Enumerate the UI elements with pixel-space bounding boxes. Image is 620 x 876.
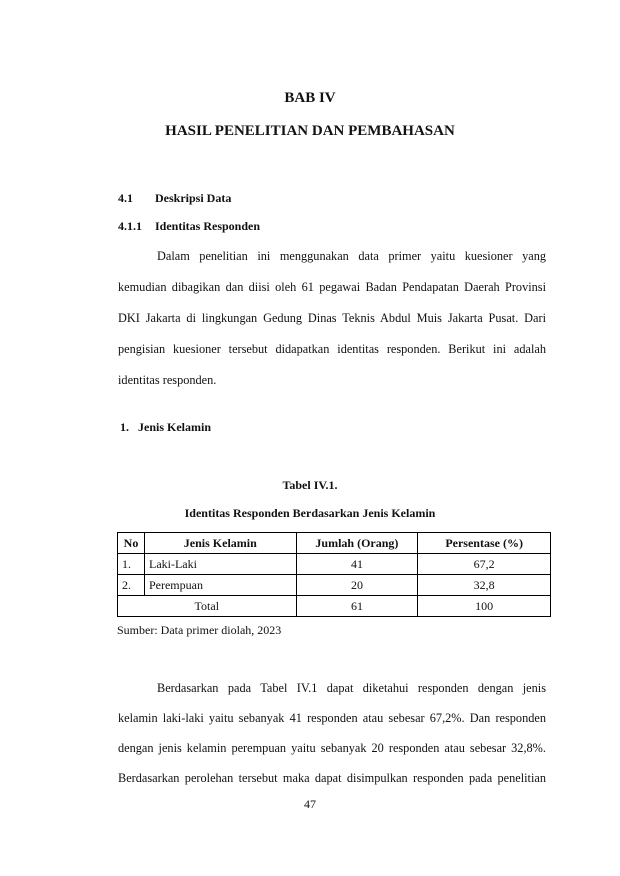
header-gender: Jenis Kelamin xyxy=(144,533,296,554)
total-label: Total xyxy=(118,596,297,617)
paragraph-line: identitas responden. xyxy=(118,373,217,387)
table-header-row xyxy=(118,533,551,554)
paragraph-line: Berdasarkan pada Tabel IV.1 dapat diketahui responden dengan jenis xyxy=(157,681,546,695)
table-row xyxy=(118,554,551,575)
section-title: Deskripsi Data xyxy=(155,191,232,205)
cell-count: 20 xyxy=(296,575,418,596)
table-subcaption: Identitas Responden Berdasarkan Jenis Kelamin xyxy=(184,506,436,520)
header-no: No xyxy=(118,533,145,554)
subsection-title: Identitas Responden xyxy=(155,219,261,233)
paragraph-line: DKI Jakarta di lingkungan Gedung Dinas Teknis Abdul Muis Jakarta Pusat. Dari xyxy=(118,311,546,325)
cell-gender: Perempuan xyxy=(144,575,296,596)
header-count: Jumlah (Orang) xyxy=(296,533,418,554)
table-row xyxy=(118,575,551,596)
chapter-heading: BAB IV xyxy=(284,90,336,106)
page-number: 47 xyxy=(304,797,316,811)
cell-percent: 32,8 xyxy=(418,575,551,596)
chapter-title: HASIL PENELITIAN DAN PEMBAHASAN xyxy=(165,123,455,139)
cell-percent: 67,2 xyxy=(418,554,551,575)
table-caption: Tabel IV.1. xyxy=(282,478,338,492)
table-source: Sumber: Data primer diolah, 2023 xyxy=(117,623,282,637)
cell-no: 1. xyxy=(118,554,145,575)
paragraph-line: pengisian kuesioner tersebut didapatkan identitas responden. Berikut ini adalah xyxy=(118,342,546,356)
section-number: 4.1 xyxy=(118,191,133,205)
subsection-number: 4.1.1 xyxy=(118,219,142,233)
gender-table xyxy=(117,532,551,617)
paragraph-line: Dalam penelitian ini menggunakan data primer yaitu kuesioner yang xyxy=(157,249,546,263)
paragraph-line: Berdasarkan perolehan tersebut maka dapat disimpulkan responden pada penelitian xyxy=(118,771,546,785)
header-percent: Persentase (%) xyxy=(418,533,551,554)
cell-count: 41 xyxy=(296,554,418,575)
paragraph-line: kemudian dibagikan dan diisi oleh 61 pegawai Badan Pendapatan Daerah Provinsi xyxy=(118,280,546,294)
cell-no: 2. xyxy=(118,575,145,596)
list-item-gender xyxy=(120,420,211,435)
table-total-row xyxy=(118,596,551,617)
paragraph-line: kelamin laki-laki yaitu sebanyak 41 responden atau sebesar 67,2%. Dan responden xyxy=(118,711,546,725)
list-item-number: 1. xyxy=(120,420,129,434)
list-item-label: Jenis Kelamin xyxy=(138,420,212,434)
total-count: 61 xyxy=(296,596,418,617)
cell-gender: Laki-Laki xyxy=(144,554,296,575)
paragraph-line: dengan jenis kelamin perempuan yaitu sebanyak 20 responden atau sebesar 32,8%. xyxy=(118,741,546,755)
total-percent: 100 xyxy=(418,596,551,617)
